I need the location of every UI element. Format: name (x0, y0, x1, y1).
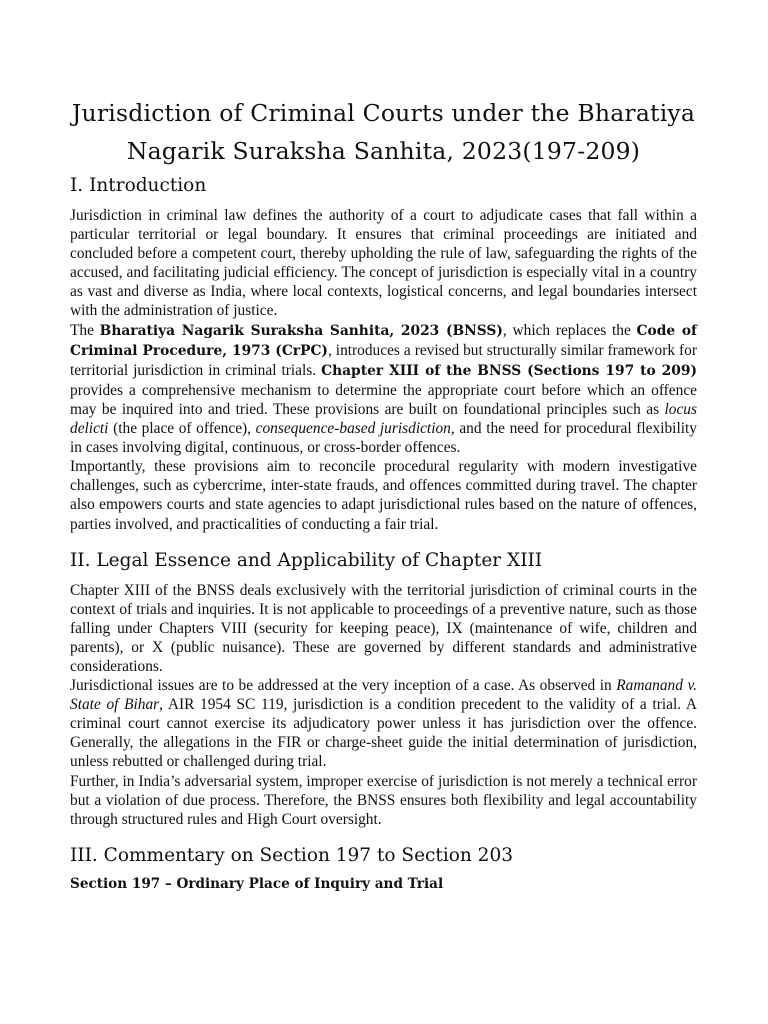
text: Jurisdictional issues are to be addressed at the very inception of a case. As observed in (70, 677, 617, 695)
italic-term-consequence: consequence-based jurisdiction (255, 420, 451, 438)
text: provides a comprehensive mechanism to determine the appropriate court before which an offence may be inquired into and tried. These provisions are built on foundational principles such as (70, 381, 697, 418)
document-title (70, 94, 697, 170)
intro-paragraph-2 (70, 321, 697, 458)
title-line-1: Jurisdiction of Criminal Courts under the Bharatiya (71, 99, 696, 127)
bold-term-bnss: Bharatiya Nagarik Suraksha Sanhita, 2023 (BNSS) (99, 322, 503, 339)
italic-term-locus-delicti: locus delicti (70, 400, 697, 438)
text: , introduces a revised but structurally similar framework for territorial jurisdiction in criminal trials. (70, 341, 697, 379)
essence-paragraph-1: Chapter XIII of the BNSS deals exclusively with the territorial jurisdiction of criminal courts in the context of trials and inquiries. It is not applicable to proceedings of a preventive nature, such as those falling under Chapters VIII (security for keeping peace), IX (maintenance of wife, children and parents), or X (public nuisance). These are governed by different standards and administrative considerations. (70, 581, 697, 675)
bold-term-crpc: Code of Criminal Procedure, 1973 (CrPC) (70, 322, 697, 359)
text: The (70, 321, 100, 339)
heading-commentary: III. Commentary on Section 197 to Section 203 (70, 844, 513, 866)
title-line-2: Nagarik Suraksha Sanhita, 2023(197-209) (126, 137, 641, 165)
text: , AIR 1954 SC 119, jurisdiction is a condition precedent to the validity of a trial. A criminal court cannot exercise its adjudicatory power unless it has jurisdiction over the offence. Generally, the allegations in the FIR or charge-sheet guide the initial determination of jurisdiction, unless rebutted or challenged during trial. (70, 696, 698, 771)
essence-paragraph-2 (70, 676, 697, 771)
essence-paragraph-3: Further, in India’s adversarial system, improper exercise of jurisdiction is not merely a technical error but a violation of due process. Therefore, the BNSS ensures both flexibility and legal accountability through structured rules and High Court oversight. (70, 772, 697, 828)
intro-paragraph-1: Jurisdiction in criminal law defines the authority of a court to adjudicate cases that fall within a particular territorial or legal boundary. It ensures that criminal proceedings are initiated and concluded before a competent court, thereby upholding the rule of law, safeguarding the rights of the accused, and facilitating judicial efficiency. The concept of jurisdiction is especially vital in a country as vast and diverse as India, where local contexts, logistical concerns, and legal boundaries intersect with the administration of justice. (70, 207, 697, 320)
heading-legal-essence: II. Legal Essence and Applicability of Chapter XIII (70, 549, 543, 571)
text: , which replaces the (502, 321, 637, 339)
heading-introduction: I. Introduction (70, 175, 207, 196)
subheading-section-197: Section 197 – Ordinary Place of Inquiry and Trial (70, 875, 444, 892)
bold-term-chapter: Chapter XIII of the BNSS (Sections 197 to 209) (321, 362, 698, 379)
intro-paragraph-3: Importantly, these provisions aim to reconcile procedural regularity with modern investigative challenges, such as cybercrime, inter-state frauds, and offences committed during travel. The chapter also empowers courts and state agencies to adapt jurisdictional rules based on the nature of offences, parties involved, and practicalities of conducting a fair trial. (70, 458, 697, 533)
text: (the place of offence), (108, 420, 256, 438)
text: , and the need for procedural flexibility in cases involving digital, continuous, or cross-border offences. (70, 420, 697, 457)
italic-case-name: Ramanand v. State of Bihar (70, 677, 697, 714)
